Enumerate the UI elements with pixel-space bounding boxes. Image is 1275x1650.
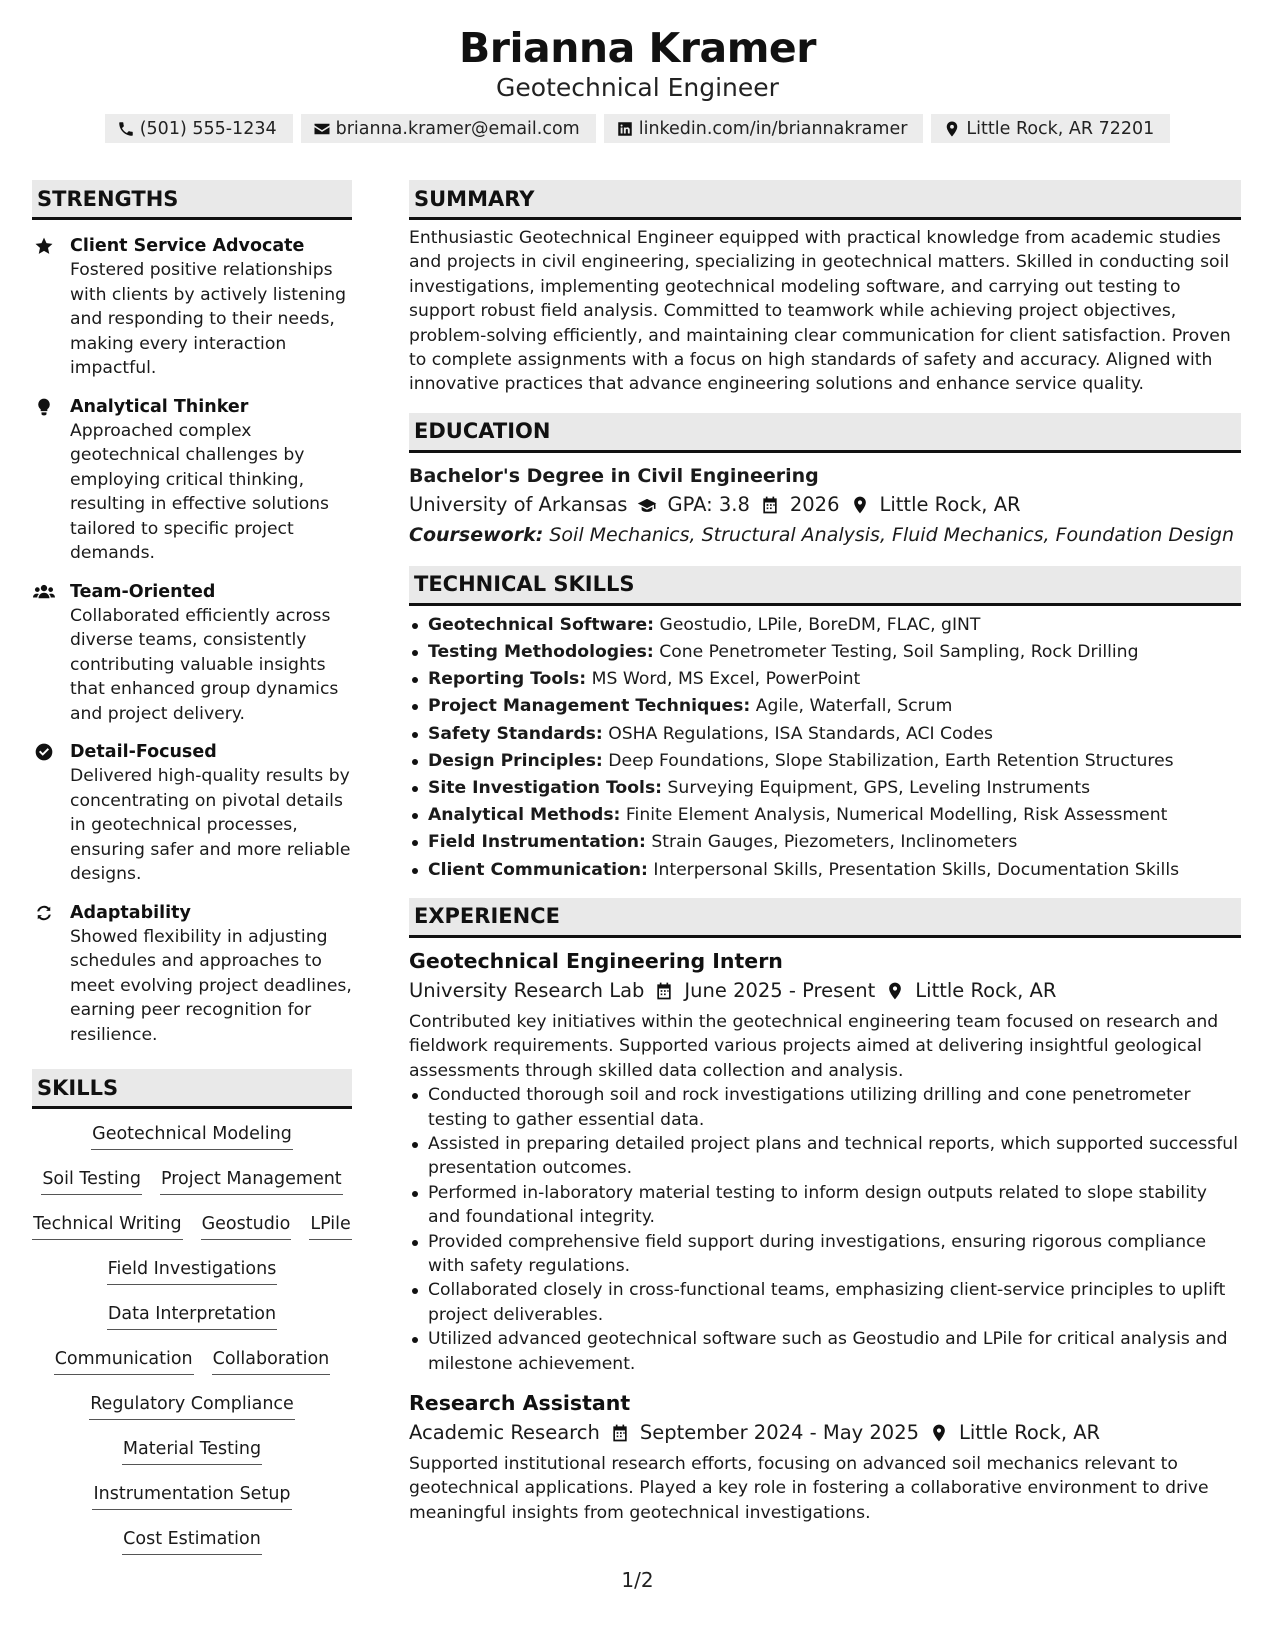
calendar-icon (760, 495, 780, 515)
strength-title: Analytical Thinker (70, 396, 249, 417)
strength-desc: Fostered positive relationships with clients by actively listening and responding to their needs, making every interaction impactful. (70, 260, 347, 378)
coursework-label: Coursework: (409, 523, 544, 546)
strength-item (32, 395, 352, 566)
refresh-icon (33, 903, 55, 923)
skill-tag: Field Investigations (107, 1256, 278, 1285)
contact-bar (0, 114, 1275, 143)
skill-value: Deep Foundations, Slope Stabilization, Earth Retention Structures (608, 750, 1174, 771)
linkedin-icon (616, 120, 634, 138)
skill-label: Design Principles: (428, 750, 603, 771)
contact-linkedin[interactable] (604, 114, 924, 143)
strength-title: Detail-Focused (70, 742, 217, 762)
skill-tag: Technical Writing (32, 1211, 182, 1240)
calendar-icon (610, 1423, 630, 1443)
job-bullets (409, 1083, 1241, 1376)
strength-desc: Showed flexibility in adjusting schedules and approaches to meet evolving project deadlines, earning peer recognition for resilience. (70, 926, 352, 1045)
gpa-text: GPA: 3.8 (667, 492, 750, 516)
strength-item (32, 901, 352, 1048)
skill-value: MS Word, MS Excel, PowerPoint (591, 669, 861, 690)
technical-skills-heading: TECHNICAL SKILLS (409, 566, 1241, 606)
skill-tag: Cost Estimation (122, 1526, 262, 1555)
skill-tag: Communication (54, 1346, 194, 1375)
strength-item (32, 740, 352, 887)
skill-value: Surveying Equipment, GPS, Leveling Instruments (667, 778, 1091, 799)
skill-tag: LPile (309, 1211, 351, 1240)
technical-skills-list (409, 612, 1241, 884)
left-column (32, 180, 352, 1571)
linkedin-text: linkedin.com/in/briannakramer (638, 118, 908, 139)
skill-value: Strain Gauges, Piezometers, Inclinometers (651, 832, 1018, 853)
coursework-text: Soil Mechanics, Structural Analysis, Fluid Mechanics, Foundation Design (549, 523, 1234, 546)
calendar-icon (654, 981, 674, 1001)
job-meta (409, 1418, 1241, 1448)
coursework-line (409, 520, 1241, 550)
phone-icon (117, 120, 135, 138)
job-description: Supported institutional research efforts, focusing on advanced soil mechanics relevant to geotechnical applications. Played a key role in fostering a collaborative environment to drive meaningful insights from geotechnical investigations. (409, 1453, 1209, 1523)
experience-heading: EXPERIENCE (409, 898, 1241, 938)
list-item (409, 666, 1241, 693)
list-item: Assisted in preparing detailed project plans and technical reports, which supported successful presentation outcomes. (409, 1132, 1241, 1181)
map-pin-icon (885, 981, 905, 1001)
phone-text: (501) 555-1234 (139, 118, 277, 139)
skill-tag: Regulatory Compliance (89, 1391, 295, 1420)
skills-heading: SKILLS (32, 1069, 352, 1109)
job-entry (409, 946, 1241, 1376)
contact-phone[interactable] (105, 114, 293, 143)
skill-tag: Soil Testing (41, 1166, 142, 1195)
list-item (409, 639, 1241, 666)
map-pin-icon (943, 120, 961, 138)
skill-tag: Geostudio (201, 1211, 292, 1240)
skills-list (32, 1121, 352, 1571)
candidate-title: Geotechnical Engineer (496, 73, 779, 102)
list-item (409, 612, 1241, 639)
job-dates: September 2024 - May 2025 (639, 1420, 920, 1444)
job-title: Geotechnical Engineering Intern (409, 948, 783, 973)
right-column (409, 180, 1241, 1525)
graduation-cap-icon (637, 495, 657, 515)
map-pin-icon (929, 1423, 949, 1443)
skill-label: Geotechnical Software: (428, 614, 655, 635)
job-org: Academic Research (409, 1420, 600, 1444)
skill-tag: Collaboration (212, 1346, 331, 1375)
strength-title: Team-Oriented (70, 581, 216, 602)
skill-value: Geostudio, LPile, BoreDM, FLAC, gINT (659, 614, 981, 635)
strength-desc: Delivered high-quality results by concentrating on pivotal details in geotechnical processes, ensuring safer and more reliable designs. (70, 766, 351, 884)
skill-tag: Instrumentation Setup (92, 1481, 291, 1510)
job-location: Little Rock, AR (915, 978, 1057, 1002)
strength-desc: Collaborated efficiently across diverse teams, consistently contributing valuable insights that enhanced group dynamics and project delivery. (70, 605, 339, 724)
list-item: Provided comprehensive field support during investigations, ensuring rigorous compliance with safety regulations. (409, 1230, 1241, 1279)
strength-item (32, 580, 352, 727)
skill-label: Site Investigation Tools: (428, 778, 663, 799)
education-meta (409, 490, 1241, 520)
list-item (409, 829, 1241, 856)
skill-label: Analytical Methods: (428, 805, 621, 826)
graduation-year: 2026 (789, 492, 840, 516)
check-circle-icon (33, 742, 55, 762)
strength-title: Adaptability (70, 902, 191, 923)
skill-label: Safety Standards: (428, 723, 603, 744)
list-item: Conducted thorough soil and rock investigations utilizing drilling and cone penetrometer testing to gather essential data. (409, 1083, 1241, 1132)
page-number: 1/2 (621, 1568, 654, 1592)
skill-label: Client Communication: (428, 859, 648, 880)
star-icon (33, 236, 55, 256)
skill-value: Agile, Waterfall, Scrum (755, 696, 953, 717)
skill-label: Testing Methodologies: (428, 642, 654, 663)
summary-text: Enthusiastic Geotechnical Engineer equipped with practical knowledge from academic studies and projects in civil engineering, specializing in geotechnical matters. Skilled in conducting soil investigations, implementing geotechnical modeling software, and carrying out testing to support robust field analysis. Committed to teamwork while achieving project objectives, problem-solving efficiently, and maintaining clear communication for client satisfaction. Proven to complete assignments with a focus on high standards of safety and accuracy. Aligned with innovative practices that advance engineering solutions and enhance service quality. (409, 228, 1231, 395)
skill-value: OSHA Regulations, ISA Standards, ACI Codes (608, 723, 993, 744)
list-item (409, 693, 1241, 720)
job-description: Contributed key initiatives within the geotechnical engineering team focused on research and fieldwork requirements. Supported various projects aimed at delivering insightful geological assessments through skilled data collection and analysis. (409, 1011, 1219, 1081)
list-item (409, 802, 1241, 829)
skill-tag: Data Interpretation (107, 1301, 277, 1330)
strength-desc: Approached complex geotechnical challenges by employing critical thinking, resulting in effective solutions tailored to specific project demands. (70, 420, 329, 563)
list-item (409, 775, 1241, 802)
job-dates: June 2025 - Present (684, 978, 876, 1002)
job-location: Little Rock, AR (959, 1420, 1101, 1444)
summary-heading: SUMMARY (409, 180, 1241, 220)
skill-label: Reporting Tools: (428, 669, 587, 690)
list-item: Utilized advanced geotechnical software such as Geostudio and LPile for critical analysis and milestone achievement. (409, 1327, 1241, 1376)
list-item: Collaborated closely in cross-functional teams, emphasizing client-service principles to uplift project deliverables. (409, 1278, 1241, 1327)
job-title: Research Assistant (409, 1390, 631, 1415)
strengths-heading: STRENGTHS (32, 180, 352, 220)
email-text: brianna.kramer@email.com (335, 118, 580, 139)
education-entry (409, 463, 1241, 550)
contact-email[interactable] (301, 114, 596, 143)
job-meta (409, 976, 1241, 1006)
skill-label: Project Management Techniques: (428, 696, 751, 717)
job-entry (409, 1388, 1241, 1525)
strength-title: Client Service Advocate (70, 236, 305, 256)
degree-title: Bachelor's Degree in Civil Engineering (409, 464, 819, 487)
skill-tag: Project Management (160, 1166, 343, 1195)
education-heading: EDUCATION (409, 413, 1241, 453)
school-name: University of Arkansas (409, 492, 628, 516)
skill-value: Finite Element Analysis, Numerical Modelling, Risk Assessment (625, 805, 1168, 826)
resume-header (0, 22, 1275, 143)
list-item (409, 748, 1241, 775)
skill-label: Field Instrumentation: (428, 832, 646, 853)
strength-item (32, 234, 352, 381)
contact-location (931, 114, 1170, 143)
users-icon (33, 582, 55, 602)
skill-value: Cone Penetrometer Testing, Soil Sampling, Rock Drilling (659, 642, 1139, 663)
education-location: Little Rock, AR (879, 492, 1021, 516)
lightbulb-icon (33, 397, 55, 417)
envelope-icon (313, 120, 331, 138)
job-org: University Research Lab (409, 978, 645, 1002)
skill-tag: Material Testing (122, 1436, 262, 1465)
list-item (409, 857, 1241, 884)
skill-tag: Geotechnical Modeling (91, 1121, 293, 1150)
list-item: Performed in-laboratory material testing to inform design outputs related to slope stability and foundational integrity. (409, 1181, 1241, 1230)
skill-value: Interpersonal Skills, Presentation Skills, Documentation Skills (653, 859, 1180, 880)
list-item (409, 721, 1241, 748)
location-text: Little Rock, AR 72201 (966, 118, 1155, 139)
map-pin-icon (850, 495, 870, 515)
candidate-name: Brianna Kramer (459, 24, 816, 72)
